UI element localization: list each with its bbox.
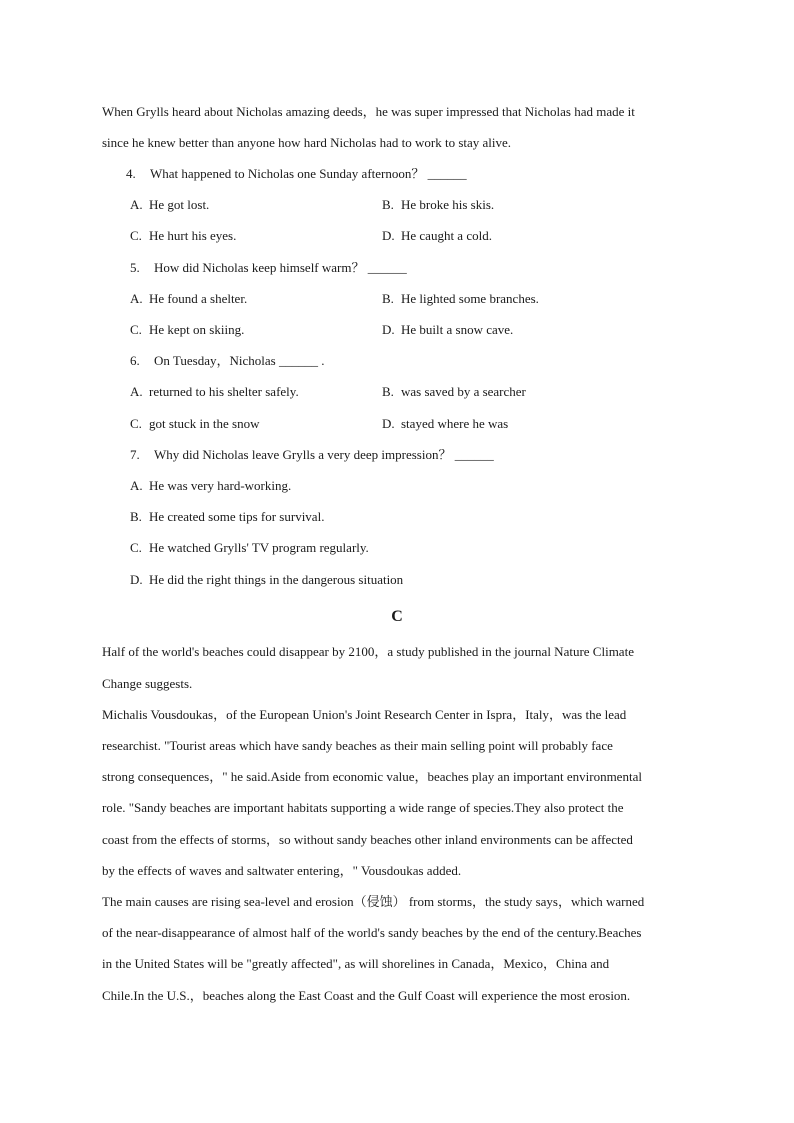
option-text: He broke his skis. bbox=[401, 197, 495, 212]
option-6c bbox=[130, 416, 260, 432]
option-letter: B. bbox=[382, 384, 394, 399]
option-letter: C. bbox=[130, 228, 142, 243]
question-5 bbox=[130, 260, 407, 276]
option-letter: A. bbox=[130, 291, 143, 306]
option-letter: C. bbox=[130, 416, 142, 431]
passage-line: The main causes are rising sea-level and erosion（侵蚀） from storms，the study says，which warned bbox=[102, 894, 645, 909]
option-7d bbox=[130, 572, 403, 588]
option-text: He lighted some branches. bbox=[401, 291, 539, 306]
option-letter: B. bbox=[382, 197, 394, 212]
question-text: Why did Nicholas leave Grylls a very deep impression？ ______ bbox=[154, 447, 494, 462]
question-number: 6. bbox=[130, 353, 140, 368]
option-text: He was very hard-working. bbox=[149, 478, 292, 493]
question-number: 7. bbox=[130, 447, 140, 462]
option-6b bbox=[382, 384, 526, 400]
passage-line: researchist. "Tourist areas which have sandy beaches as their main selling point will probably face bbox=[102, 738, 613, 753]
passage-line: in the United States will be "greatly affected", as will shorelines in Canada，Mexico，China and bbox=[102, 956, 610, 971]
option-text: stayed where he was bbox=[401, 416, 509, 431]
intro-line-1: When Grylls heard about Nicholas amazing deeds，he was super impressed that Nicholas had made it bbox=[102, 104, 635, 119]
option-text: He hurt his eyes. bbox=[149, 228, 237, 243]
option-letter: C. bbox=[130, 540, 142, 555]
option-text: He built a snow cave. bbox=[401, 322, 514, 337]
option-4c bbox=[130, 228, 236, 244]
option-letter: D. bbox=[382, 228, 395, 243]
question-number: 5. bbox=[130, 260, 140, 275]
question-text: What happened to Nicholas one Sunday afternoon？ ______ bbox=[150, 166, 467, 181]
option-letter: D. bbox=[130, 572, 143, 587]
option-letter: D. bbox=[382, 416, 395, 431]
passage-line: Michalis Vousdoukas，of the European Union's Joint Research Center in Ispra，Italy，was the lead bbox=[102, 707, 627, 722]
passage-line: by the effects of waves and saltwater entering，" Vousdoukas added. bbox=[102, 863, 462, 878]
option-text: got stuck in the snow bbox=[149, 416, 260, 431]
question-4 bbox=[126, 166, 467, 182]
passage-line: of the near-disappearance of almost half of the world's sandy beaches by the end of the century.Beaches bbox=[102, 925, 642, 940]
passage-line: coast from the effects of storms，so without sandy beaches other inland environments can be affected bbox=[102, 832, 633, 847]
option-6d bbox=[382, 416, 508, 432]
section-heading: C bbox=[391, 608, 403, 625]
passage-line: Change suggests. bbox=[102, 676, 193, 691]
option-7b bbox=[130, 509, 324, 525]
question-number: 4. bbox=[126, 166, 136, 181]
option-5b bbox=[382, 291, 539, 307]
option-7c bbox=[130, 540, 369, 556]
option-letter: A. bbox=[130, 384, 143, 399]
option-5d bbox=[382, 322, 513, 338]
question-text: How did Nicholas keep himself warm？ ______ bbox=[154, 260, 407, 275]
option-5a bbox=[130, 291, 247, 307]
option-4b bbox=[382, 197, 494, 213]
question-6 bbox=[130, 353, 324, 369]
option-6a bbox=[130, 384, 299, 400]
option-letter: B. bbox=[130, 509, 142, 524]
option-5c bbox=[130, 322, 244, 338]
passage-line: Chile.In the U.S.，beaches along the East Coast and the Gulf Coast will experience the most erosion. bbox=[102, 988, 631, 1003]
option-4d bbox=[382, 228, 492, 244]
option-4a bbox=[130, 197, 209, 213]
option-text: He got lost. bbox=[149, 197, 210, 212]
passage-line: Half of the world's beaches could disappear by 2100，a study published in the journal Nature Climate bbox=[102, 644, 634, 659]
option-7a bbox=[130, 478, 291, 494]
option-text: He created some tips for survival. bbox=[149, 509, 325, 524]
question-7 bbox=[130, 447, 494, 463]
option-letter: A. bbox=[130, 197, 143, 212]
intro-line-2: since he knew better than anyone how hard Nicholas had to work to stay alive. bbox=[102, 135, 512, 150]
question-text: On Tuesday，Nicholas ______ . bbox=[154, 353, 325, 368]
option-text: He did the right things in the dangerous situation bbox=[149, 572, 404, 587]
option-letter: C. bbox=[130, 322, 142, 337]
option-letter: A. bbox=[130, 478, 143, 493]
option-text: He watched Grylls' TV program regularly. bbox=[149, 540, 369, 555]
option-text: He kept on skiing. bbox=[149, 322, 245, 337]
option-letter: B. bbox=[382, 291, 394, 306]
option-text: was saved by a searcher bbox=[401, 384, 526, 399]
option-text: returned to his shelter safely. bbox=[149, 384, 299, 399]
option-text: He found a shelter. bbox=[149, 291, 248, 306]
option-text: He caught a cold. bbox=[401, 228, 492, 243]
option-letter: D. bbox=[382, 322, 395, 337]
passage-line: role. "Sandy beaches are important habitats supporting a wide range of species.They also protect the bbox=[102, 800, 624, 815]
passage-line: strong consequences，" he said.Aside from economic value，beaches play an important environmental bbox=[102, 769, 642, 784]
